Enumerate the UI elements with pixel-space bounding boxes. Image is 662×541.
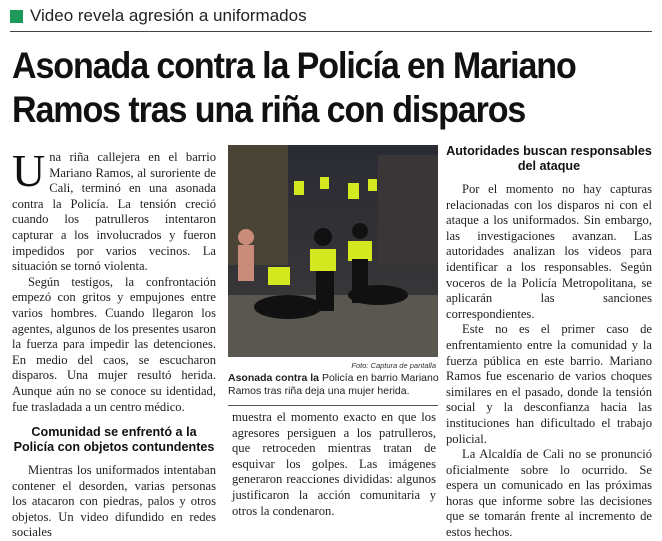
paragraph-lead bbox=[12, 145, 216, 275]
paragraph-2: Según testigos, la confrontación empezó con gritos y empujones entre varios hombres. Cuando llegaron los agentes, algunos de los presentes usaron la fuerza para impedir las detenciones. En medio del caos, se escucharon disparos. Una mujer resultó herida. Aunque aún no se conoce su identidad, fue trasladada a un centro médico. bbox=[12, 274, 216, 414]
caption-bold: Asonada contra la bbox=[228, 372, 320, 384]
photo-scene bbox=[228, 145, 438, 357]
caption-divider bbox=[228, 405, 438, 406]
kicker-divider bbox=[10, 31, 652, 32]
caption-text: Policía en barrio Mariano Ramos tras riña deja una mujer herida. bbox=[228, 372, 439, 397]
subhead-autoridades: Autoridades buscan responsables del ataque bbox=[446, 144, 652, 173]
article-column-2 bbox=[232, 410, 436, 519]
paragraph-col3-3: La Alcaldía de Cali no se pronunció oficialmente sobre lo ocurrido. Se espera un comunicado en las próximas horas que informe sobre las decisiones que se tomarán frente al incremento de estos hechos. bbox=[446, 447, 652, 540]
paragraph-col2: muestra el momento exacto en que los agresores persiguen a los patrulleros, que retroceden mientras tratan de esquivar los golpes. Las imágenes generaron reacciones divididas: algunos justificaron la acción comunitaria y otros la condenaron. bbox=[232, 410, 436, 518]
photo-credit: Foto: Captura de pantalla bbox=[351, 361, 436, 370]
photo-caption bbox=[228, 372, 440, 398]
article-column-1 bbox=[12, 145, 216, 541]
kicker-text: Video revela agresión a uniformados bbox=[30, 6, 307, 25]
subhead-comunidad: Comunidad se enfrentó a la Policía con objetos contundentes bbox=[13, 425, 215, 455]
lead-text: na riña callejera en el barrio Mariano Ramos, al suroriente de Cali, terminó en una asonada contra la Policía. La tensión creció cuando los patrulleros intentaron capturar a los involucrados y fueron impedidos por varios vecinos. La situación se tornó violenta. bbox=[12, 150, 216, 274]
drop-cap: U bbox=[12, 145, 46, 196]
paragraph-col3-2: Este no es el primer caso de enfrentamiento entre la comunidad y la fuerza pública en este barrio. Mariano Ramos fue escenario de varios choques similares en el pasado, donde la tensión social y la desconfianza hacia las instituciones han dificultado el trabajo policial. bbox=[446, 322, 652, 446]
paragraph-3: Mientras los uniformados intentaban contener el desorden, varias personas los atacaron con piedras, palos y otros objetos. Un video difundido en redes sociales bbox=[12, 463, 216, 540]
green-square-icon bbox=[10, 10, 23, 23]
section-kicker bbox=[10, 6, 307, 26]
news-photo bbox=[228, 145, 438, 357]
article-column-3 bbox=[446, 140, 652, 541]
headline-line-1: Asonada contra la Policía en Mariano bbox=[12, 45, 576, 86]
paragraph-col3-1: Por el momento no hay capturas relacionadas con los disparos ni con el ataque a los uniformados. Sin embargo, las investigaciones avanzan. Las autoridades analizan los videos para identificar a los responsables. Según voceros de la Policía Metropolitana, se aplicarán las sanciones correspondientes. bbox=[446, 182, 652, 321]
headline-line-2: Ramos tras una riña con disparos bbox=[12, 89, 526, 130]
headline bbox=[12, 44, 656, 132]
